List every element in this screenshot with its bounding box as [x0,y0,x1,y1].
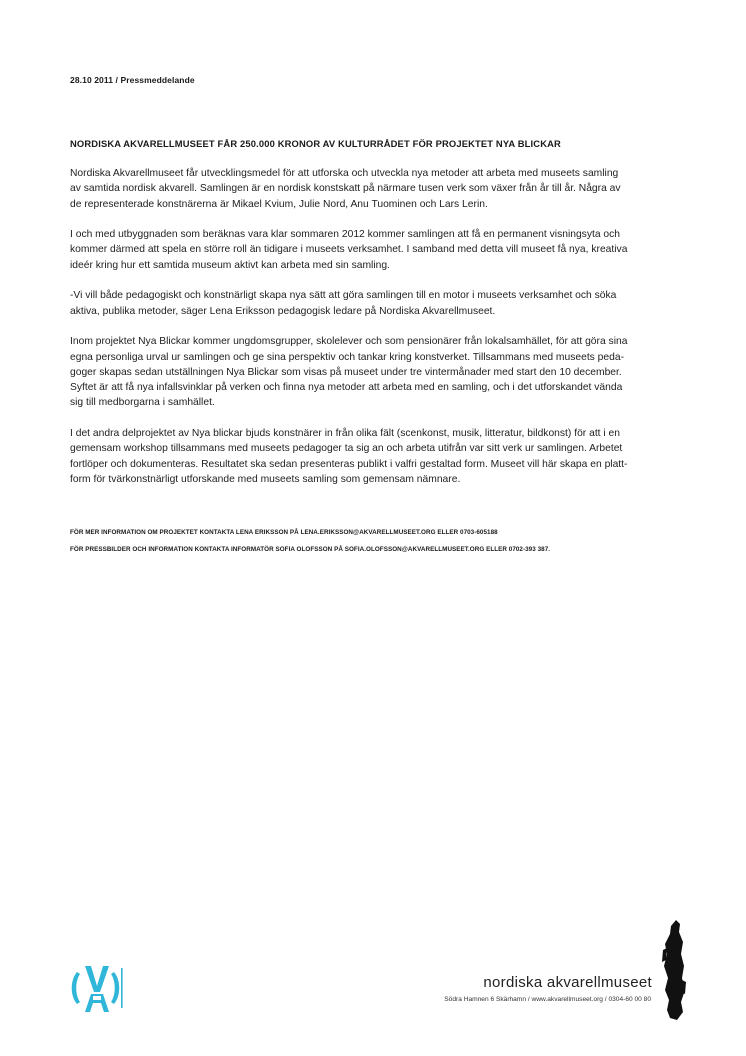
contact-info [70,525,710,558]
headline: NORDISKA AKVARELLMUSEET FÅR 250.000 KRONOR AV KULTURRÅDET FÖR PROJEKTET NYA BLICKAR [70,138,561,149]
paragraph-5: I det andra delprojektet av Nya blickar bjuds konstnärer in från olika fält (scenkonst, musik, litteratur, bildkonst) för att i en gemensam workshop tillsammans med museets pedagoger ta sig an och arbeta utifrån var sitt verk ur samlingen. Arbetet fortlöper och dokumenteras. Resultatet ska sedan presenteras publikt i valfri gestaltad form. Museet vill här skapa en platt- form för tvärkonstnärligt utforskande med museets samling som gemensam nämnare. [70,428,628,485]
museum-address: Södra Hamnen 6 Skärhamn / www.akvarellmuseet.org / 0304-60 00 80 [444,996,651,1003]
paragraph-3: -Vi vill både pedagogiskt och konstnärligt skapa nya sätt att göra samlingen till en motor i museets verksamhet och söka aktiva, publika metoder, säger Lena Eriksson pedagogisk ledare på Nordiska Akvarellmuseet. [70,290,617,317]
paragraph-2: I och med utbyggnaden som beräknas vara klar sommaren 2012 kommer samlingen att få en permanent visningsyta och kommer därmed att spela en större roll än tidigare i museets verksamhet. I samband med detta vill museet få nya, kreativa ideér kring hur ett samtida museum aktivt kan arbeta med sin samling. [70,229,628,271]
body-text [70,166,682,503]
dateline: 28.10 2011 / Pressmeddelande [70,75,195,85]
museum-name: nordiska akvarellmuseet [483,974,652,991]
paragraph-4: Inom projektet Nya Blickar kommer ungdomsgrupper, skolelever och som pensionärer från lokalsamhället, för att göra sina egna personliga urval ur samlingen och ge sina perspektiv och tankar kring konstverket. Tillsammans med museets peda- goger skapas sedan utställningen Nya Blickar som visas på museet under tre vintermånader med start den 10 december. Syftet är att få nya infallsvinklar på verken och finna nya metoder att arbeta med en samling, och i det utforskandet vända sig till medborgarna i samhället. [70,336,628,409]
contact-line-project: FÖR MER INFORMATION OM PROJEKTET KONTAKTA LENA ERIKSSON PÅ LENA.ERIKSSON@AKVARELLMUSEET.ORG ELLER 0703-605188 [70,529,498,536]
paragraph-1: Nordiska Akvarellmuseet får utvecklingsmedel för att utforska och utveckla nya metoder att arbeta med museets samling av samtida nordisk akvarell. Samlingen är en nordisk konstskatt på närmare tusen verk som växer från år till år. Några av de representerade konstnärerna är Mikael Kvium, Julie Nord, Anu Tuominen och Lars Lerin. [70,168,621,210]
brush-stroke-icon [658,920,688,1022]
nam-logo-icon [67,958,127,1018]
contact-line-press: FÖR PRESSBILDER OCH INFORMATION KONTAKTA INFORMATÖR SOFIA OLOFSSON PÅ SOFIA.OLOFSSON@AKVARELLMUSEET.ORG ELLER 0702-393 387. [70,545,551,553]
